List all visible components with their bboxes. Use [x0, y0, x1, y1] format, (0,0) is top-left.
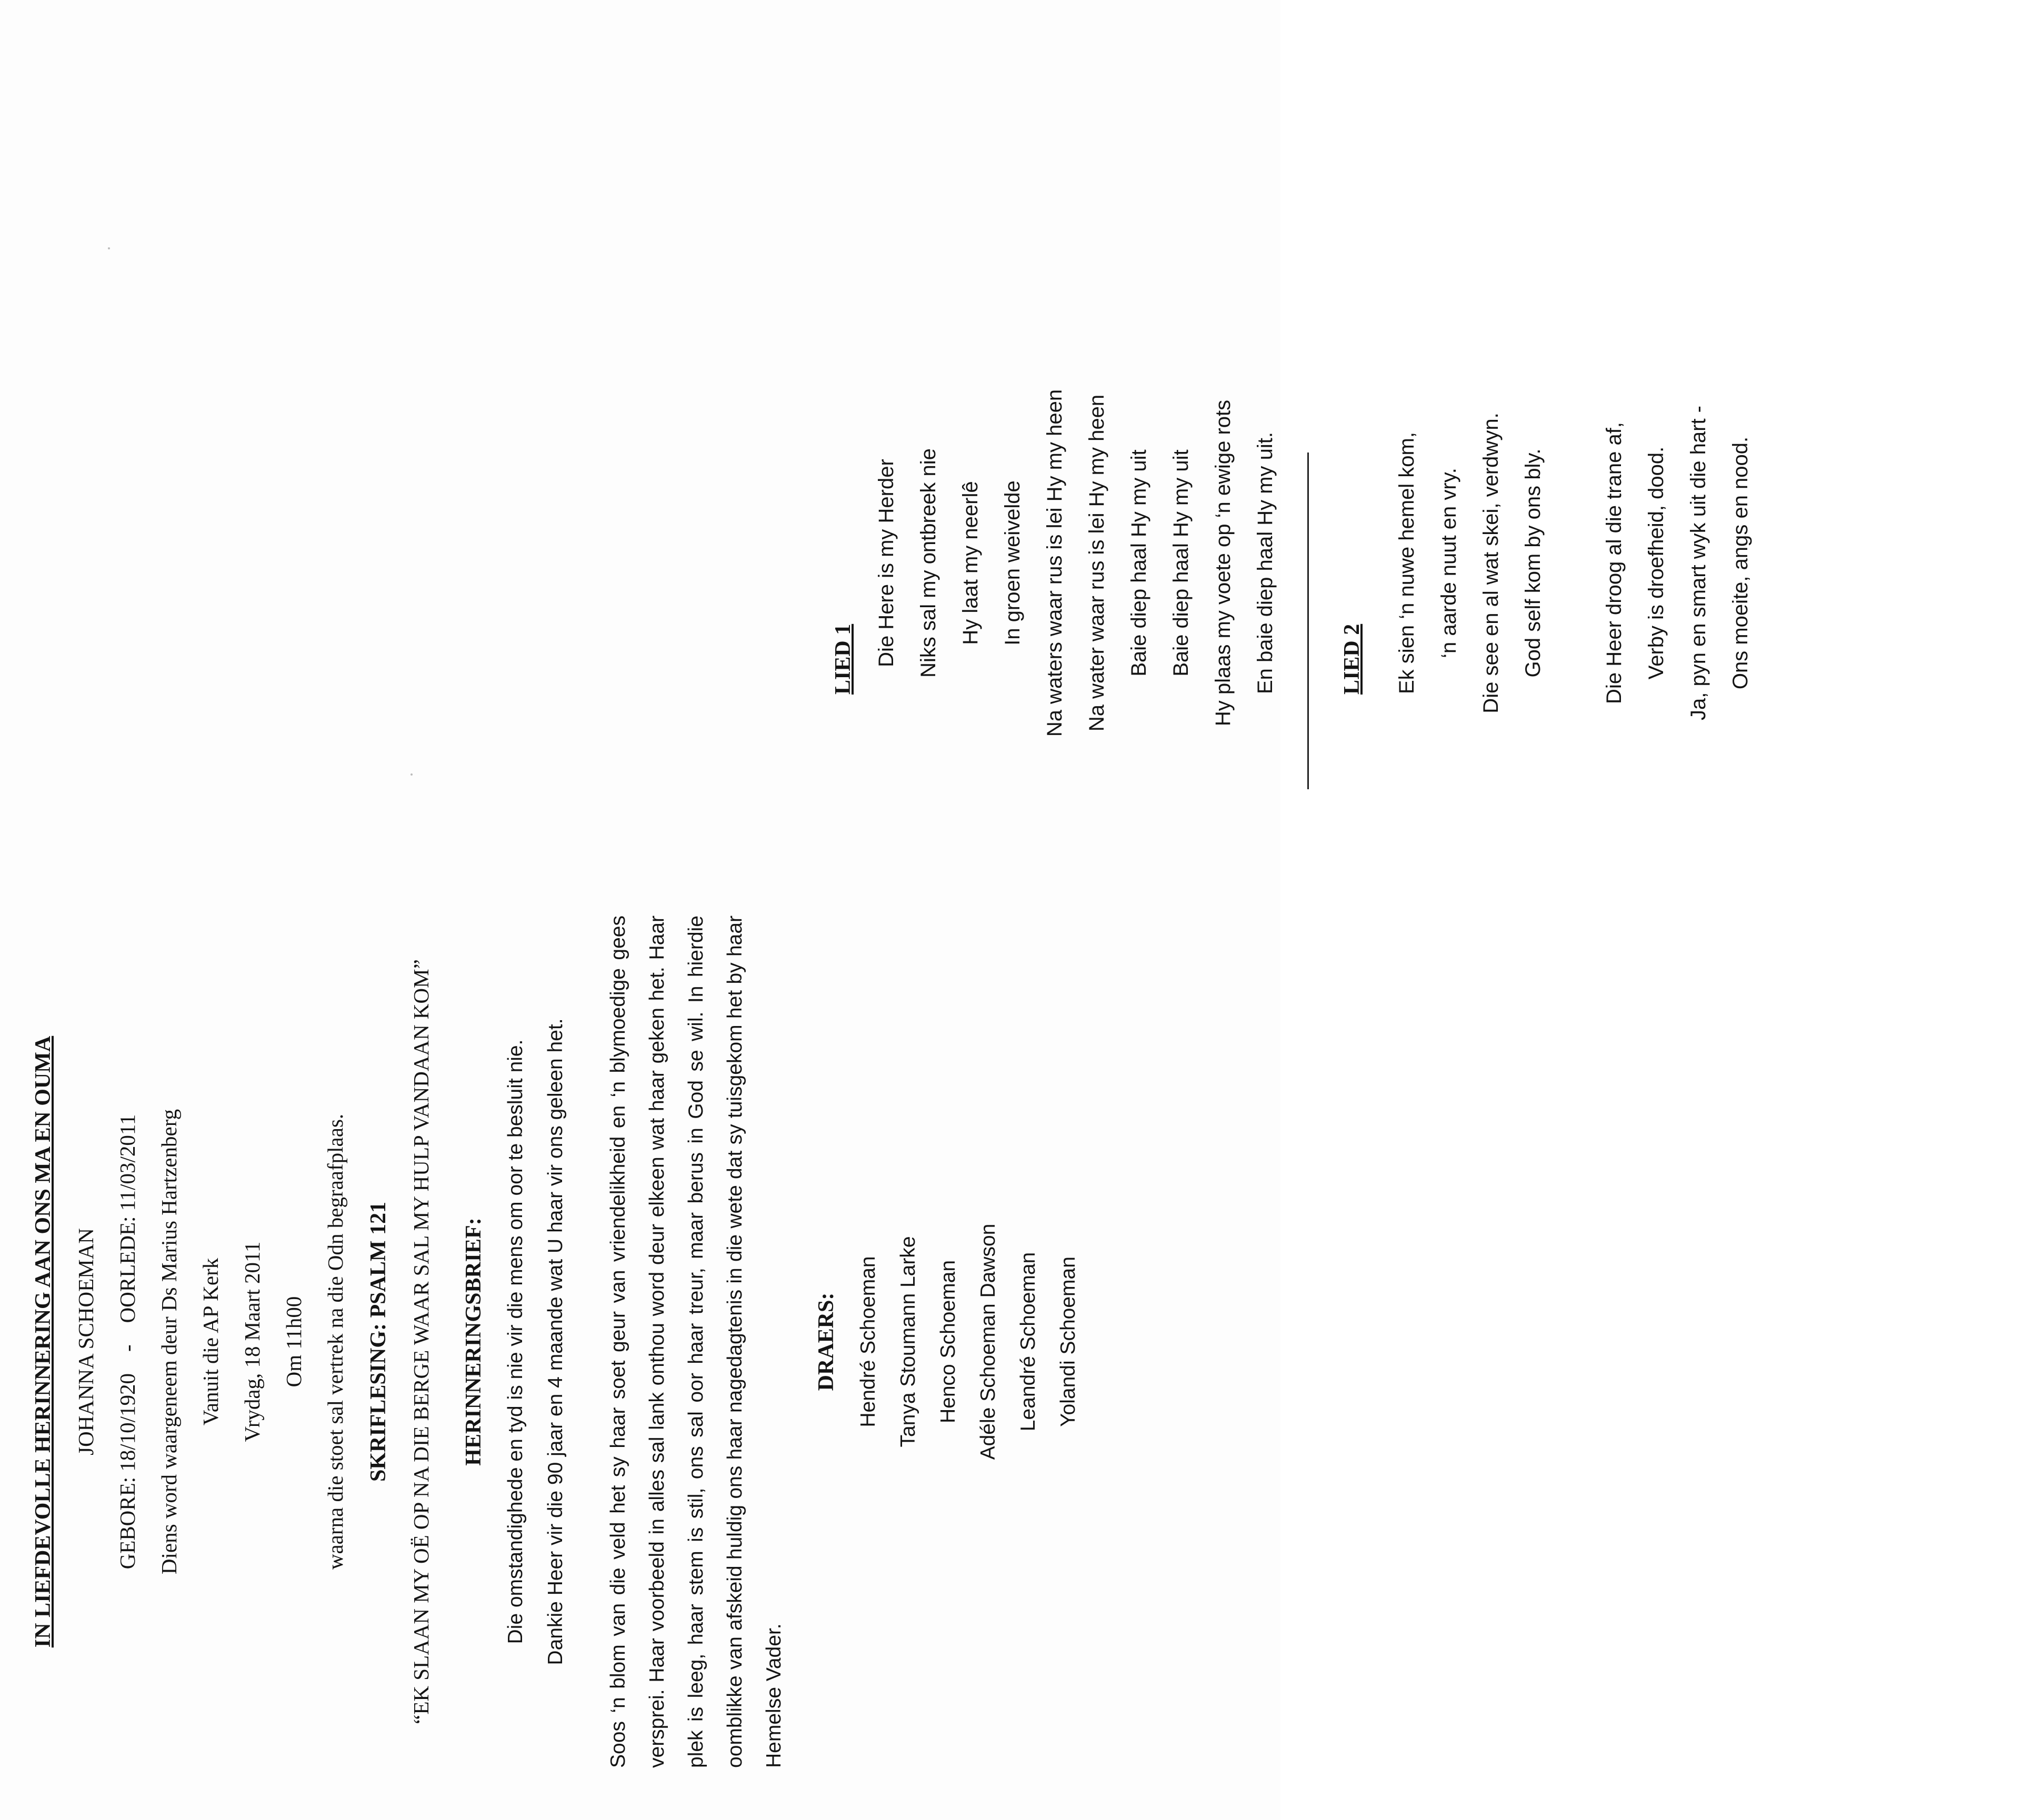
bearer-name: Leandré Schoeman	[1017, 1252, 1039, 1432]
service-line: waarna die stoet sal vertrek na die Odn begraafplaas.	[323, 1113, 347, 1570]
service-details	[148, 894, 356, 1789]
lyric-line: Ja, pyn en smart wyk uit die hart -	[1687, 406, 1710, 721]
divider	[1307, 453, 1309, 789]
lied-1-title: LIED 1	[831, 624, 855, 695]
service-line: Om 11h00	[282, 1296, 306, 1387]
lyric-line: En baie diep haal Hy my uit.	[1254, 431, 1277, 695]
lyric-line: Die see en al wat skei, verdwyn.	[1479, 413, 1503, 713]
service-line: Vanuit die AP Kerk	[198, 1258, 223, 1426]
bearer-name: Hendré Schoeman	[857, 1256, 879, 1427]
deceased-name: JOHANNA SCHOEMAN	[74, 1228, 98, 1455]
lyric-line: God self kom by ons bly.	[1522, 448, 1545, 678]
lyric-line: Ons moeite, angs en nood.	[1729, 436, 1752, 690]
lied-2-stanza-1	[1386, 326, 1554, 800]
lyric-line: Hy plaas my voete op ‘n ewige rots	[1212, 399, 1235, 727]
lyric-line: Die Here is my Herder	[875, 459, 898, 667]
service-line: Diens word waargeneem deur Ds Marius Hartzenberg	[157, 1109, 181, 1575]
lyric-line: Hy laat my neerlê	[959, 481, 982, 645]
lyric-line: Verby is droefheid, dood.	[1645, 446, 1668, 680]
lied-2-title: LIED 2	[1340, 624, 1364, 695]
lyric-line: Die Heer droog al die trane af,	[1603, 422, 1626, 704]
bearer-name: Yolandi Schoeman	[1057, 1256, 1079, 1427]
lyric-line: Niks sal my ontbreek nie	[917, 448, 940, 678]
lyric-line: In groen weivelde	[1001, 480, 1024, 646]
scan-speck	[411, 773, 413, 776]
letter-heading: HERINNERINGSBRIEF:	[462, 1218, 486, 1466]
scan-speck	[108, 247, 110, 249]
scripture-quote: “EK SLAAN MY OË OP NA DIE BERGE WAAR SAL MY HULP VANDAAN KOM”	[409, 959, 433, 1724]
letter-paragraph-2: Soos ‘n blom van die veld het sy haar soet geur van vriendelikheid en ‘n blymoedige gees versprei. Haar voorbeeld in alles sal lank onthou word deur elkeen wat haar geken het. Haar plek is leeg, haar stem is stil, ons sal oor haar treur, maar berus in God se wil. In hierdie oomblikke van afskeid huldig ons haar nagedagtenis in die wete dat sy tuisgekom het by haar Hemelse Vader.	[607, 916, 785, 1768]
memorial-panel	[21, 894, 1274, 1789]
bearer-name: Henco Schoeman	[937, 1260, 959, 1424]
lyric-line: Ek sien ‘n nuwe hemel kom,	[1395, 432, 1418, 695]
service-line: Vrydag, 18 Maart 2011	[240, 1241, 264, 1442]
lyric-line: Baie diep haal Hy my uit	[1127, 449, 1150, 677]
bearer-name: Adéle Schoeman Dawson	[977, 1223, 999, 1460]
lied-1-lyrics	[865, 326, 1286, 800]
bearers-heading: DRAERS:	[814, 1292, 838, 1391]
letter-line: Die omstandighede en tyd is nie vir die mens om oor te besluit nie.	[504, 1039, 527, 1644]
lyric-line: Baie diep haal Hy my uit	[1169, 449, 1193, 677]
lyric-line: Na water waar rus is lei Hy my heen	[1085, 394, 1108, 732]
scripture-heading: SKRIFLESING: PSALM 121	[366, 1201, 391, 1482]
letter-line: Dankie Heer vir die 90 jaar en 4 maande wat U haar vir ons geleen het.	[544, 1018, 567, 1665]
bearer-name: Tanya Stoumann Larke	[897, 1236, 919, 1447]
lyric-line: ‘n aarde nuut en vry.	[1437, 468, 1460, 658]
letter-paragraph-1	[496, 894, 576, 1789]
lyric-line: Na waters waar rus is lei Hy my heen	[1043, 389, 1066, 737]
songs-panel	[821, 158, 2042, 905]
bearers-list	[848, 894, 1088, 1789]
birth-death-dates: GEBORE: 18/10/1920 - OORLEDE: 11/03/2011	[115, 1114, 139, 1570]
lied-2-stanza-2	[1593, 326, 1761, 800]
memorial-title: IN LIEFDEVOLLE HERINNERING AAN ONS MA EN OUMA	[31, 1035, 55, 1648]
